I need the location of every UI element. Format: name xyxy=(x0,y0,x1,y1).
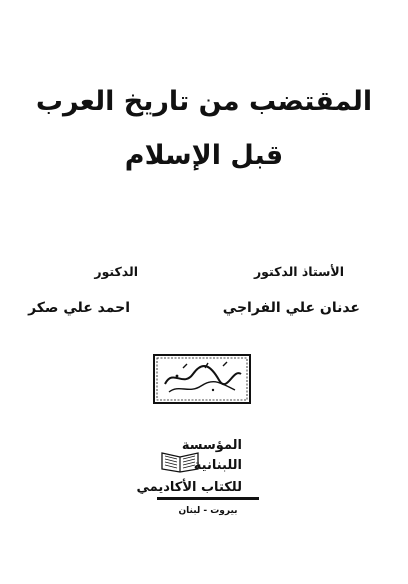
book-title-line-2: قبل الإسلام xyxy=(124,140,284,171)
publisher-line-1: المؤسسة xyxy=(181,438,242,453)
author-2-rank: الدكتور xyxy=(94,264,138,279)
publisher-city: بيروت - لبنان xyxy=(178,506,238,516)
book-title-line-1: المقتضب من تاريخ العرب xyxy=(35,86,373,117)
author-2-name: احمد علي صكر xyxy=(28,300,130,316)
author-1-rank: الأستاذ الدكتور xyxy=(253,264,344,279)
calligraphy-stamp-icon xyxy=(153,354,251,404)
publisher-divider xyxy=(157,497,259,501)
publisher-line-3: للكتاب الأكاديمي xyxy=(136,480,242,495)
publisher-line-2: اللبنانية xyxy=(193,458,242,473)
author-1-name: عدنان علي الفراجي xyxy=(222,300,360,316)
